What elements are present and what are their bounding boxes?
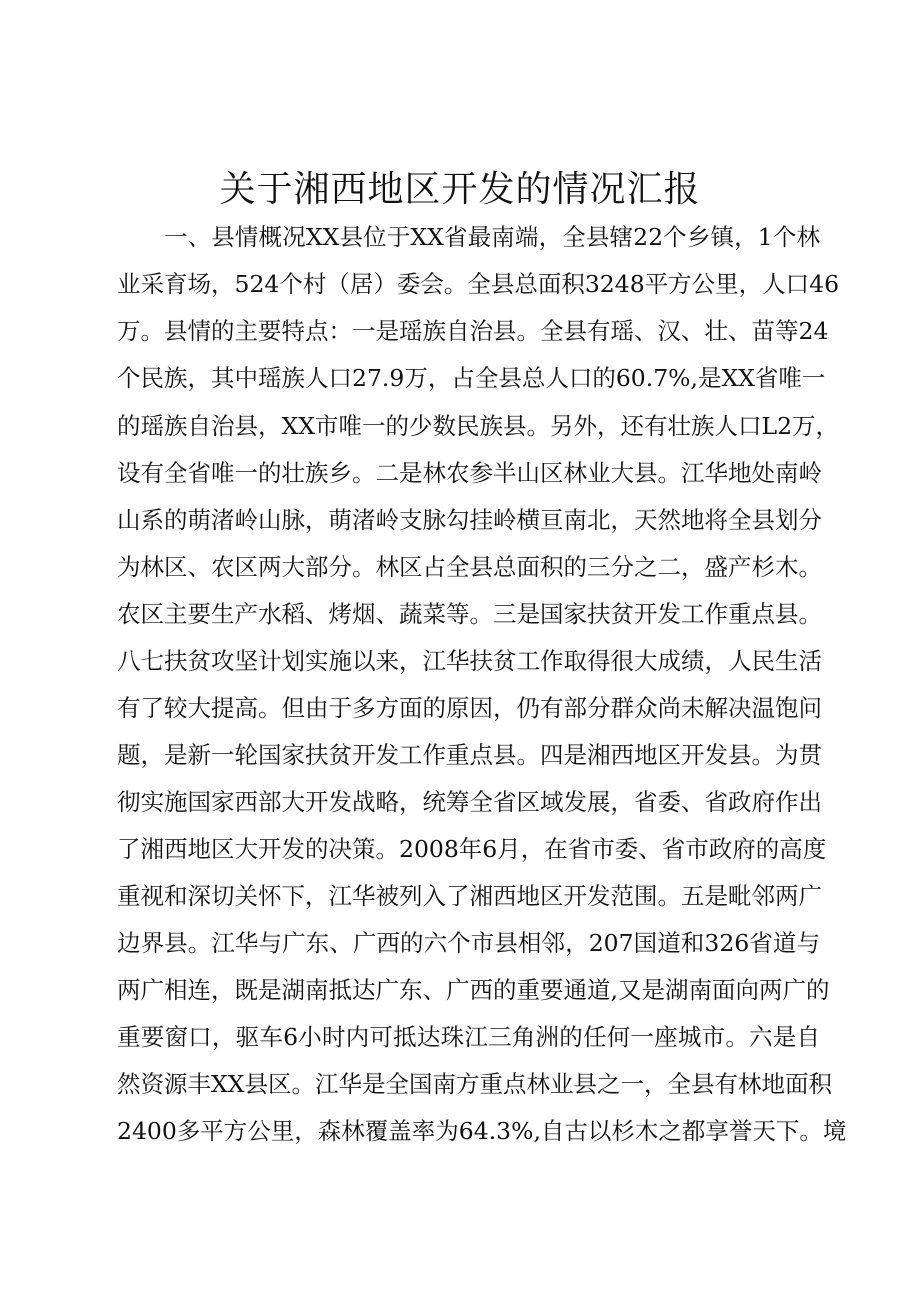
- body-line: 重要窗口，驱车6小时内可抵达珠江三角洲的任何一座城市。六是自: [117, 1023, 820, 1051]
- body-line: 山系的萌渚岭山脉，萌渚岭支脉勾挂岭横亘南北，天然地将全县划分: [117, 506, 822, 534]
- body-line: 的瑶族自治县，XX市唯一的少数民族县。另外，还有壮族人口L2万，: [117, 412, 840, 440]
- body-line: 为林区、农区两大部分。林区占全县总面积的三分之二，盛产杉木。: [117, 553, 822, 581]
- body-line: 彻实施国家西部大开发战略，统筹全省区域发展，省委、省政府作出: [117, 788, 822, 816]
- document-title: 关于湘西地区开发的情况汇报: [219, 169, 701, 210]
- body-line: 然资源丰XX县区。江华是全国南方重点林业县之一，全县有林地面积: [117, 1070, 832, 1098]
- body-line: 题，是新一轮国家扶贫开发工作重点县。四是湘西地区开发县。为贯: [117, 741, 822, 769]
- body-line: 一、县情概况XX县位于XX省最南端，全县辖22个乡镇，1个林: [164, 223, 820, 251]
- body-line: 有了较大提高。但由于多方面的原因，仍有部分群众尚未解决温饱问: [117, 694, 822, 722]
- body-line: 边界县。江华与广东、广西的六个市县相邻，207国道和326省道与: [117, 929, 820, 957]
- body-line: 两广相连，既是湖南抵达广东、广西的重要通道,又是湖南面向两广的: [117, 976, 830, 1004]
- body-line: 万。县情的主要特点：一是瑶族自治县。全县有瑶、汉、壮、苗等24: [117, 317, 829, 345]
- body-line: 重视和深切关怀下，江华被列入了湘西地区开发范围。五是毗邻两广: [117, 882, 822, 910]
- body-line: 农区主要生产水稻、烤烟、蔬菜等。三是国家扶贫开发工作重点县。: [117, 600, 822, 628]
- body-line: 个民族，其中瑶族人口27.9万，占全县总人口的60.7%,是XX省唯一: [117, 364, 826, 392]
- body-line: 八七扶贫攻坚计划实施以来，江华扶贫工作取得很大成绩，人民生活: [117, 647, 822, 675]
- body-line: 2400多平方公里，森林覆盖率为64.3%,自古以杉木之都享誉天下。境: [117, 1117, 847, 1145]
- body-line: 设有全省唯一的壮族乡。二是林农参半山区林业大县。江华地处南岭: [117, 459, 822, 487]
- body-line: 了湘西地区大开发的决策。2008年6月，在省市委、省市政府的高度: [117, 835, 827, 863]
- body-line: 业采育场，524个村（居）委会。全县总面积3248平方公里，人口46: [117, 270, 840, 298]
